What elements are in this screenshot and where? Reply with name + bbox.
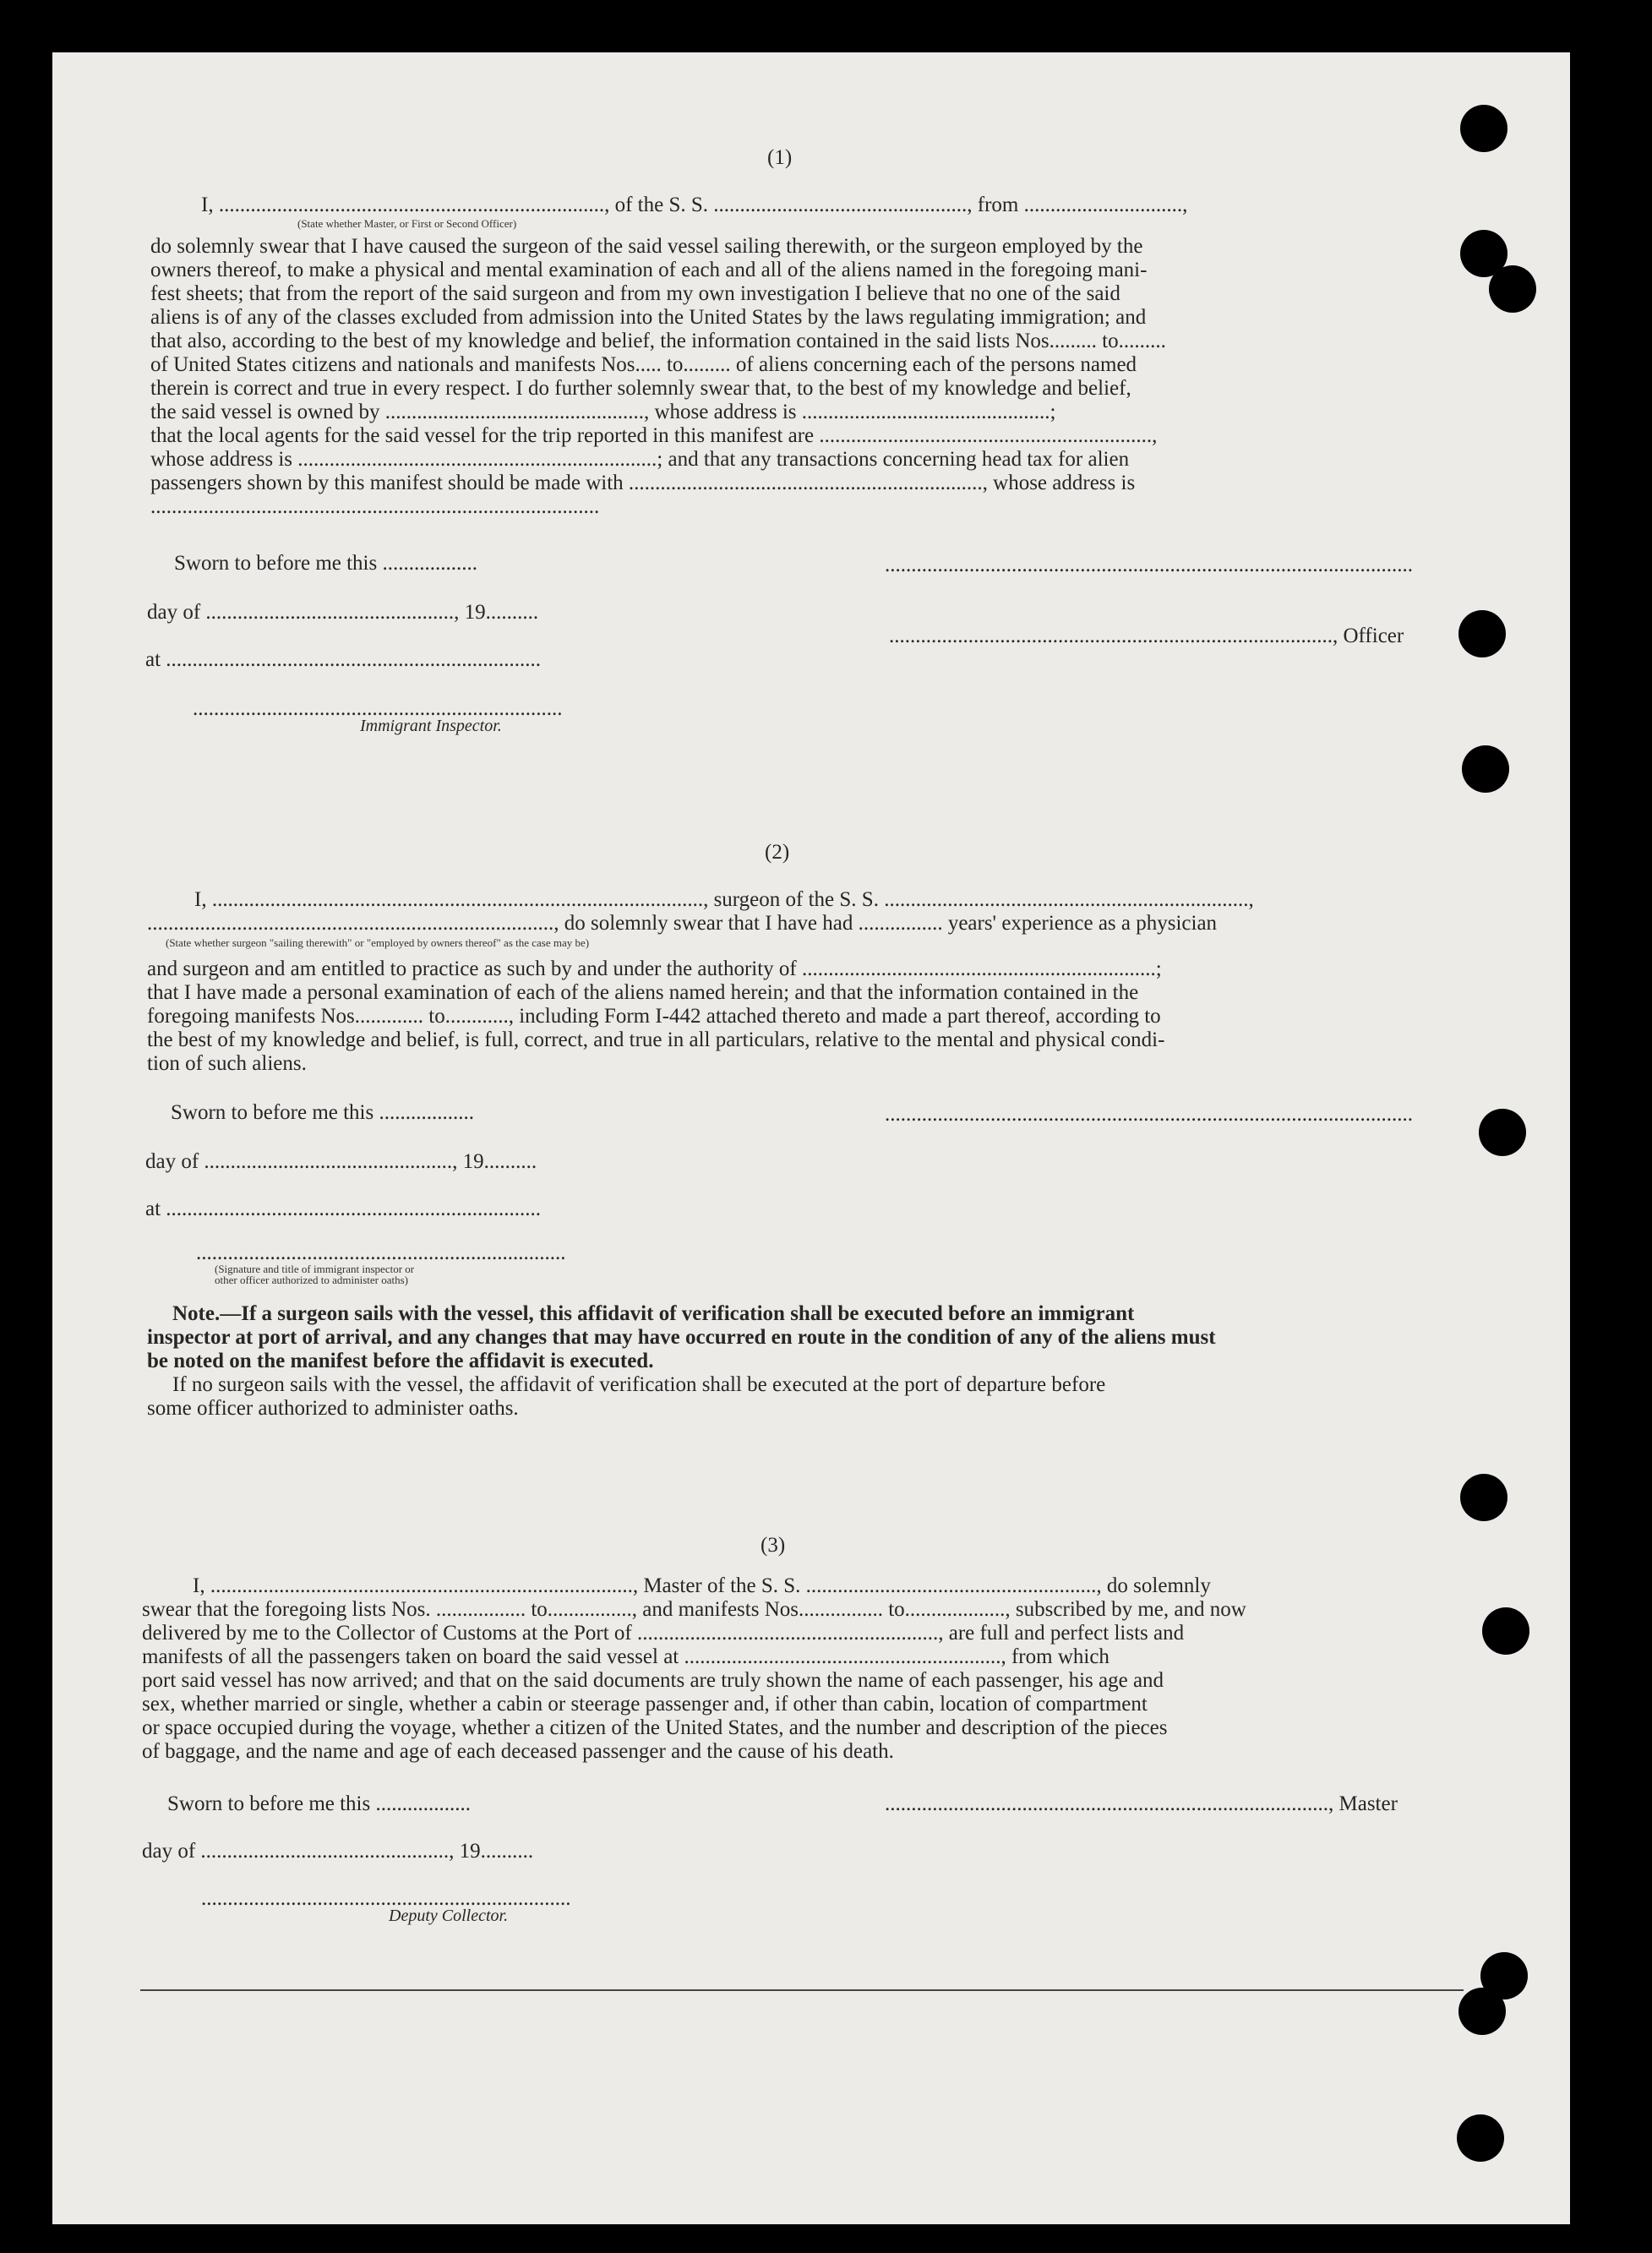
punch-hole (1457, 2114, 1504, 2162)
section-3-line: port said vessel has now arrived; and that on the said documents are truly shown the name of each passenger, his age and (142, 1669, 1164, 1692)
note-line-1 (172, 1301, 1508, 1327)
section-1-line: do solemnly swear that I have caused the surgeon of the said vessel sailing therewith, or the surgeon employed by the (150, 235, 1143, 258)
section-3-heading: (3) (761, 1534, 786, 1557)
note-line: If no surgeon sails with the vessel, the affidavit of verification shall be executed at the port of departure before (172, 1373, 1106, 1396)
section-1-line: the said vessel is owned by ................................................., whose address is ...............................................; (150, 401, 1056, 423)
punch-hole (1458, 610, 1506, 657)
section-3-line: I, ................................................................................, Master of the S. S. ......................................................., do solemnly (193, 1574, 1211, 1597)
section-3-line: or space occupied during the voyage, whether a citizen of the United States, and the number and description of the pieces (142, 1716, 1168, 1739)
note-line: be noted on the manifest before the affidavit is executed. (147, 1350, 654, 1372)
note-line: some officer authorized to administer oaths. (147, 1397, 519, 1420)
punch-hole (1460, 1474, 1508, 1521)
section-2-day-of: day of ..............................................., 19.......... (145, 1150, 537, 1173)
section-2-oath-line: I, ............................................................................................., surgeon of the S. S. ....................................................................., (194, 888, 1254, 911)
punch-hole (1458, 1988, 1506, 2035)
punch-hole (1489, 265, 1536, 313)
punch-hole (1479, 1109, 1526, 1156)
section-1-blank-line: .................................................................................................... (885, 554, 1413, 576)
section-2-oath-line-2: ............................................................................., do solemnly swear that I have had ................ years' experience as a physician (147, 912, 1218, 935)
section-3-line: swear that the foregoing lists Nos. ................. to................, and manifests Nos................ to..................., subscribed by me, and now (142, 1598, 1246, 1621)
note-text: —If a surgeon sails with the vessel, this affidavit of verification shall be executed before an immigrant (220, 1302, 1135, 1325)
section-3-master-line: ...................................................................................., Master (885, 1792, 1398, 1815)
section-1-line: whose address is ....................................................................; and that any transactions concerning head tax for alien (150, 448, 1130, 471)
surgeon-note: (State whether surgeon "sailing therewith" or "employed by owners thereof" as the case may be) (166, 936, 590, 949)
officer-note: (State whether Master, or First or Second Officer) (297, 217, 517, 230)
section-1-heading: (1) (767, 146, 793, 169)
section-1-line: that also, according to the best of my knowledge and belief, the information contained in the said lists Nos......... to......... (150, 330, 1166, 352)
form-page (52, 52, 1570, 2224)
punch-hole (1460, 105, 1508, 152)
section-2-sworn: Sworn to before me this .................. (171, 1101, 474, 1124)
section-2-at: at ....................................................................... (145, 1197, 542, 1220)
section-3-line: manifests of all the passengers taken on board the said vessel at ............................................................, from which (142, 1645, 1110, 1668)
section-1-line: owners thereof, to make a physical and mental examination of each and all of the aliens named in the foregoing mani- (150, 259, 1148, 281)
section-2-line: foregoing manifests Nos............. to............, including Form I-442 attached thereto and made a part thereof, according to (147, 1005, 1161, 1028)
section-3-line: delivered by me to the Collector of Customs at the Port of ........................................................., are full and perfect lists and (142, 1622, 1185, 1645)
section-1-line: therein is correct and true in every respect. I do further solemnly swear that, to the best of my knowledge and belief, (150, 377, 1131, 400)
section-3-line: of baggage, and the name and age of each deceased passenger and the cause of his death. (142, 1740, 894, 1763)
section-2-line: and surgeon and am entitled to practice as such by and under the authority of ...................................................................; (147, 957, 1162, 980)
note-line: inspector at port of arrival, and any changes that may have occurred en route in the condition of any of the aliens must (147, 1326, 1216, 1349)
section-2-blank-line: .................................................................................................... (885, 1103, 1413, 1126)
section-1-day-of: day of ..............................................., 19.......... (147, 601, 539, 624)
section-1-at: at ....................................................................... (145, 648, 542, 671)
inspector-label: Immigrant Inspector. (360, 717, 502, 735)
section-2-line: the best of my knowledge and belief, is full, correct, and true in all particulars, relative to the mental and physical condi- (147, 1028, 1165, 1051)
section-1-sworn: Sworn to before me this .................. (174, 552, 477, 575)
punch-hole (1462, 745, 1509, 793)
section-1-line: ..................................................................................... (150, 495, 600, 518)
signature-note-1: (Signature and title of immigrant inspector or (215, 1263, 415, 1275)
section-3-signature-line: ...................................................................... (201, 1887, 571, 1910)
section-1-line: aliens is of any of the classes excluded from admission into the United States by the laws regulating immigration; and (150, 306, 1147, 329)
section-1-oath-line: I, ........................................................................., of the S. S. ................................................, from .............................., (201, 194, 1188, 216)
signature-note-2: other officer authorized to administer oaths) (215, 1274, 408, 1286)
section-1-body (150, 234, 1477, 538)
section-3-day-of: day of ..............................................., 19.......... (142, 1840, 534, 1863)
section-2-line: that I have made a personal examination of each of the aliens named herein; and that the information contained in the (147, 981, 1139, 1004)
section-1-signature-line: ...................................................................... (193, 697, 563, 720)
section-2-signature-line: ...................................................................... (196, 1241, 566, 1264)
section-1-line: fest sheets; that from the report of the said surgeon and from my own investigation I believe that no one of the said (150, 282, 1120, 305)
note-block (147, 1301, 1482, 1428)
section-2-heading: (2) (765, 841, 790, 864)
section-2-line: tion of such aliens. (147, 1052, 307, 1075)
section-2-body (147, 957, 1482, 1083)
section-1-line: of United States citizens and nationals and manifests Nos..... to......... of aliens concerning each of the persons named (150, 353, 1137, 376)
bottom-rule (140, 1989, 1464, 1991)
section-3-sworn: Sworn to before me this .................. (167, 1792, 471, 1815)
section-3-line: sex, whether married or single, whether a cabin or steerage passenger and, if other than cabin, location of compartment (142, 1693, 1148, 1716)
section-1-officer-line: ...................................................................................., Officer (889, 625, 1404, 647)
section-3-body (142, 1574, 1486, 1776)
section-1-line: passengers shown by this manifest should be made with ..................................................................., whose address is (150, 472, 1136, 494)
section-1-line: that the local agents for the said vessel for the trip reported in this manifest are ..............................................................., (150, 424, 1158, 447)
note-label: Note. (172, 1302, 221, 1325)
punch-hole (1482, 1607, 1529, 1655)
collector-label: Deputy Collector. (389, 1907, 509, 1925)
